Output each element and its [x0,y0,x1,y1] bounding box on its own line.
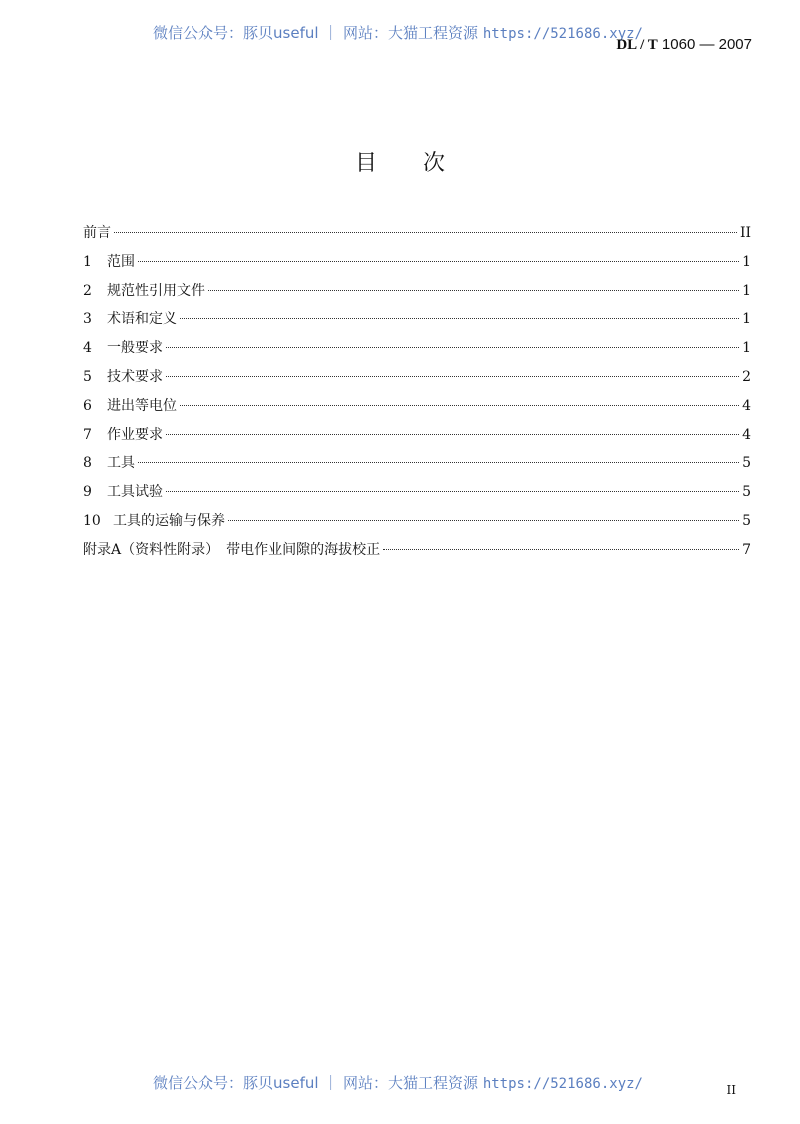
standard-number-text: 1060 — 2007 [661,36,752,53]
toc-entry-number: 6 [83,397,92,414]
toc-entry-title: 工具 [107,455,135,472]
table-of-contents [83,222,751,568]
toc-entry-page: 7 [742,541,751,558]
toc-entry[interactable] [83,452,751,481]
toc-entry-page: 4 [742,397,751,414]
toc-entry-page: 1 [742,253,751,270]
watermark-text: 微信公众号：豚贝useful ｜ 网站：大猫工程资源 [153,1074,483,1092]
toc-entry[interactable] [83,395,751,424]
watermark-url[interactable]: https://521686.xyz/ [482,26,643,42]
watermark-bottom [0,1072,798,1093]
dot-leader [383,549,739,550]
toc-entry[interactable] [83,280,751,309]
toc-entry-number: 7 [83,426,92,443]
toc-entry-number: 10 [83,512,101,529]
toc-entry[interactable] [83,337,751,366]
dot-leader [166,376,739,377]
toc-entry-title: 作业要求 [107,426,163,443]
toc-entry[interactable] [83,510,751,539]
toc-entry-page: II [739,225,751,241]
toc-entry-page: 2 [742,368,751,385]
dot-leader [166,491,739,492]
toc-entry-number: 9 [83,484,92,501]
toc-entry-page: 1 [742,311,751,328]
toc-entry[interactable] [83,481,751,510]
toc-entry-page: 5 [742,512,751,529]
toc-entry[interactable] [83,222,751,251]
toc-entry-number: 8 [83,455,92,472]
toc-entry-number: 3 [83,311,92,328]
toc-entry[interactable] [83,424,751,453]
toc-entry-title: 规范性引用文件 [107,282,205,299]
dot-leader [166,347,739,348]
toc-entry[interactable] [83,308,751,337]
toc-entry-title: 工具的运输与保养 [113,512,225,529]
toc-entry[interactable] [83,539,751,568]
page-number: II [726,1083,736,1097]
toc-entry-title: 范围 [107,253,135,270]
toc-entry-number: 2 [83,282,92,299]
toc-entry-title: 术语和定义 [107,311,177,328]
toc-entry-title: 技术要求 [107,368,163,385]
watermark-text: 微信公众号：豚贝useful ｜ 网站：大猫工程资源 [153,24,483,42]
toc-entry-title: 附录A（资料性附录） 带电作业间隙的海拔校正 [83,541,381,558]
watermark-url[interactable]: https://521686.xyz/ [482,1076,643,1092]
dot-leader [180,405,739,406]
toc-entry-number: 4 [83,340,92,357]
toc-entry-page: 4 [742,426,751,443]
dot-leader [114,232,737,233]
toc-entry-number: 5 [83,368,92,385]
toc-entry-page: 5 [742,484,751,501]
toc-entry-page: 1 [742,340,751,357]
toc-entry-title: 前言 [83,225,111,241]
dot-leader [166,434,739,435]
dot-leader [208,290,739,291]
standard-number [616,36,752,54]
page-title: 目次 [354,151,491,176]
toc-entry-number: 1 [83,253,92,270]
dot-leader [180,318,739,319]
toc-entry[interactable] [83,366,751,395]
toc-entry-title: 一般要求 [107,340,163,357]
dot-leader [138,462,739,463]
toc-entry-page: 1 [742,282,751,299]
toc-entry-page: 5 [742,455,751,472]
toc-entry[interactable] [83,251,751,280]
toc-entry-title: 进出等电位 [107,397,177,414]
standard-code: DL / T [616,37,658,53]
dot-leader [138,261,739,262]
toc-entry-title: 工具试验 [107,484,163,501]
dot-leader [228,520,739,521]
